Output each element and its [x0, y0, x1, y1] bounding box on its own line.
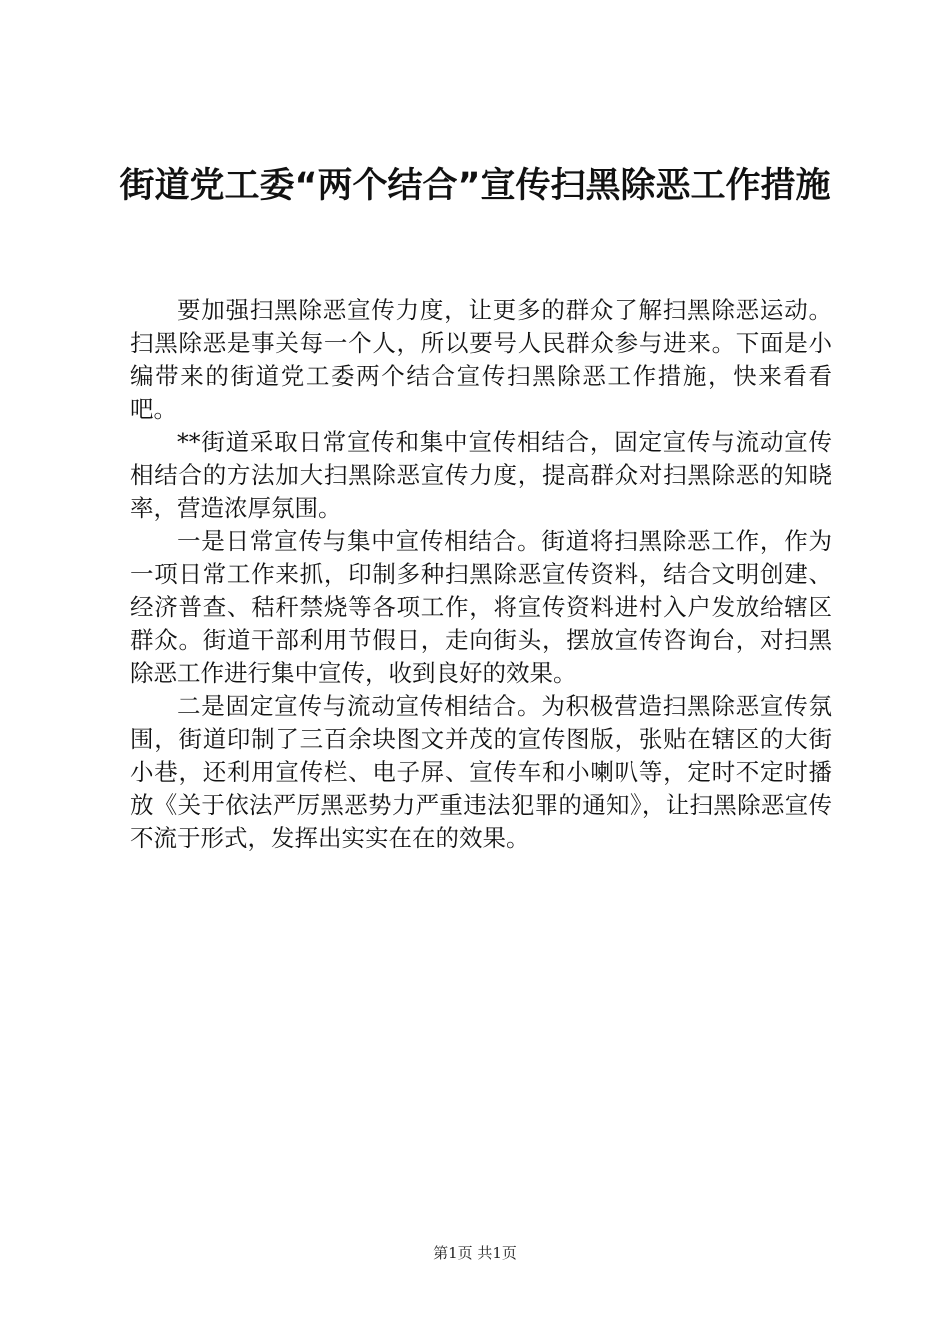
- document-body: [130, 294, 832, 855]
- paragraph-overview: **街道采取日常宣传和集中宣传相结合，固定宣传与流动宣传相结合的方法加大扫黑除恶宣传力度，提高群众对扫黑除恶的知晓率，营造浓厚氛围。: [130, 428, 832, 522]
- paragraph-point-two: 二是固定宣传与流动宣传相结合。为积极营造扫黑除恶宣传氛围，街道印制了三百余块图文并茂的宣传图版，张贴在辖区的大街小巷，还利用宣传栏、电子屏、宣传车和小喇叭等，定时不定时播放《关于依法严厉黑恶势力严重违法犯罪的通知》，让扫黑除恶宣传不流于形式，发挥出实实在在的效果。: [130, 692, 832, 852]
- document-title: 街道党工委“两个结合”宣传扫黑除恶工作措施: [119, 166, 831, 206]
- paragraph-point-one: 一是日常宣传与集中宣传相结合。街道将扫黑除恶工作，作为一项日常工作来抓，印制多种扫黑除恶宣传资料，结合文明创建、经济普查、秸秆禁烧等各项工作，将宣传资料进村入户发放给辖区群众。街道干部利用节假日，走向街头，摆放宣传咨询台，对扫黑除恶工作进行集中宣传，收到良好的效果。: [130, 527, 832, 687]
- page-footer: 第1页 共1页: [433, 1244, 517, 1262]
- paragraph-intro: 要加强扫黑除恶宣传力度，让更多的群众了解扫黑除恶运动。扫黑除恶是事关每一个人，所以要号人民群众参与进来。下面是小编带来的街道党工委两个结合宣传扫黑除恶工作措施，快来看看吧。: [130, 296, 832, 423]
